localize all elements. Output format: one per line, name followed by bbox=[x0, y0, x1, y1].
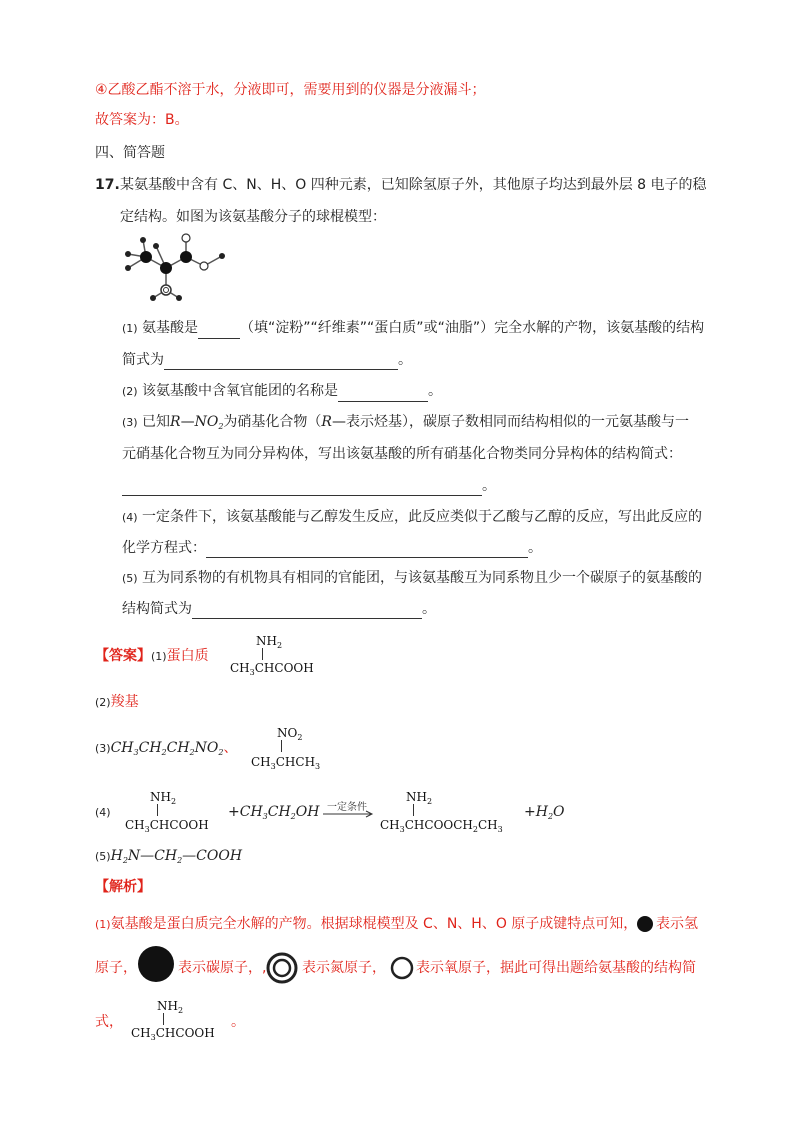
text-line-2: 故答案为：B。 bbox=[95, 112, 189, 128]
sub-question-1-line-1: (1) 氨基酸是 （填“淀粉”“纤维素”“蛋白质”或“油脂”）完全水解的产物，该氨基酸的结构 bbox=[122, 318, 704, 339]
analysis-line-3: 式， bbox=[95, 1014, 123, 1030]
chem-ethanol: $+CH_3CH_2OH$ bbox=[228, 804, 320, 821]
answer-line-1: 【答案】(1)蛋白质 bbox=[95, 648, 209, 664]
carbon-atom bbox=[140, 251, 152, 263]
analysis-line-3-end: 。 bbox=[231, 1014, 245, 1030]
chem-amino-acid-formula: $CH_3CHCOOH$ bbox=[230, 661, 314, 677]
sub-question-4-line-1: (4) 一定条件下，该氨基酸能与乙醇发生反应，此反应类似于乙酸与乙醇的反应，写出此反应的 bbox=[122, 509, 703, 525]
reaction-arrow-icon bbox=[323, 810, 375, 818]
analysis-tag: 【解析】 bbox=[95, 879, 151, 895]
chem-nh2-label-2: $NH_2$ bbox=[150, 790, 177, 806]
sub-question-3-line-2: 元硝基化合物互为同分异构体，写出该氨基酸的所有硝基化合物类同分异构体的结构简式： bbox=[122, 446, 682, 462]
ball-stick-model bbox=[118, 230, 230, 306]
chem-product-ester: $CH_3CHCOOCH_2CH_3$ bbox=[380, 818, 503, 834]
sub-question-5-line-2: 结构简式为 。 bbox=[122, 601, 436, 617]
analysis-line-1: (1)氨基酸是蛋白质完全水解的产物。根据球棍模型及 C、N、H、O 原子成键特点可知， bbox=[95, 916, 638, 932]
answer-blank[interactable] bbox=[192, 618, 422, 619]
answer-line-3: $(3)CH_3CH_2CH_2NO_2$、 bbox=[95, 740, 238, 757]
analysis-line-2-a: 原子， bbox=[95, 960, 137, 976]
oxygen-atom-icon bbox=[389, 955, 415, 981]
sub-question-5-line-1: (5) 互为同系物的有机物具有相同的官能团，与该氨基酸互为同系物且少一个碳原子的氨基酸的 bbox=[122, 570, 703, 586]
sub-question-2: (2) 该氨基酸中含氧官能团的名称是 。 bbox=[122, 381, 442, 402]
answer-blank[interactable] bbox=[122, 495, 482, 496]
carbon-atom bbox=[180, 251, 192, 263]
chem-no2-label: $NO_2$ bbox=[277, 726, 303, 742]
sub-question-4-line-2: 化学方程式： 。 bbox=[122, 540, 542, 556]
reaction-condition: 一定条件 bbox=[327, 802, 367, 813]
chem-nh2-label: $NH_2$ bbox=[256, 634, 283, 650]
oxygen-atom bbox=[200, 262, 208, 270]
chem-nh2-label-4: $NH_2$ bbox=[157, 999, 184, 1015]
answer-blank[interactable] bbox=[164, 369, 398, 370]
carbon-atom-icon bbox=[136, 944, 176, 984]
analysis-line-2-b: 表示碳原子，, bbox=[178, 960, 267, 976]
question-number: 17. bbox=[95, 177, 120, 193]
answer-blank[interactable] bbox=[338, 401, 428, 402]
chem-nh2-label-3: $NH_2$ bbox=[406, 790, 433, 806]
chem-nitro-formula: $CH_3CHCH_3$ bbox=[251, 755, 321, 771]
question-text-1: 某氨基酸中含有 C、N、H、O 四种元素，已知除氢原子外，其他原子均达到最外层 8 电子的稳 bbox=[120, 177, 707, 193]
section-heading: 四、简答题 bbox=[95, 145, 165, 161]
nitrogen-atom-icon bbox=[265, 951, 299, 985]
chem-water: $+H_2O$ bbox=[524, 804, 565, 821]
sub-question-1-line-2: 简式为 。 bbox=[122, 352, 412, 368]
analysis-line-1-tail: 表示氢 bbox=[656, 916, 698, 932]
sub-question-3-line-3: 。 bbox=[122, 476, 496, 496]
answer-line-2: (2)羧基 bbox=[95, 694, 139, 710]
hydrogen-atom-icon bbox=[635, 914, 655, 934]
answer-line-5: $(5)H_2N—CH_2—COOH$ bbox=[95, 848, 243, 865]
sub-question-3-line-1: (3) 已知$R—NO_2$为硝基化合物（R—表示烃基），碳原子数相同而结构相似的一元氨基酸与一 bbox=[122, 414, 689, 431]
chem-reactant-amino-acid: $CH_3CHCOOH$ bbox=[125, 818, 209, 834]
analysis-line-2-d: 表示氧原子，据此可得出题给氨基酸的结构简 bbox=[416, 960, 696, 976]
oxygen-atom bbox=[182, 234, 190, 242]
question-text-2: 定结构。如图为该氨基酸分子的球棍模型： bbox=[120, 209, 386, 225]
analysis-line-2-c: 表示氮原子， bbox=[302, 960, 386, 976]
chem-amino-acid-formula-2: $CH_3CHCOOH$ bbox=[131, 1026, 215, 1042]
answer-line-4-num: (4) bbox=[95, 806, 111, 819]
carbon-atom bbox=[160, 262, 172, 274]
answer-blank[interactable] bbox=[206, 557, 528, 558]
text-line-1: ④乙酸乙酯不溶于水，分液即可，需要用到的仪器是分液漏斗； bbox=[95, 82, 486, 98]
